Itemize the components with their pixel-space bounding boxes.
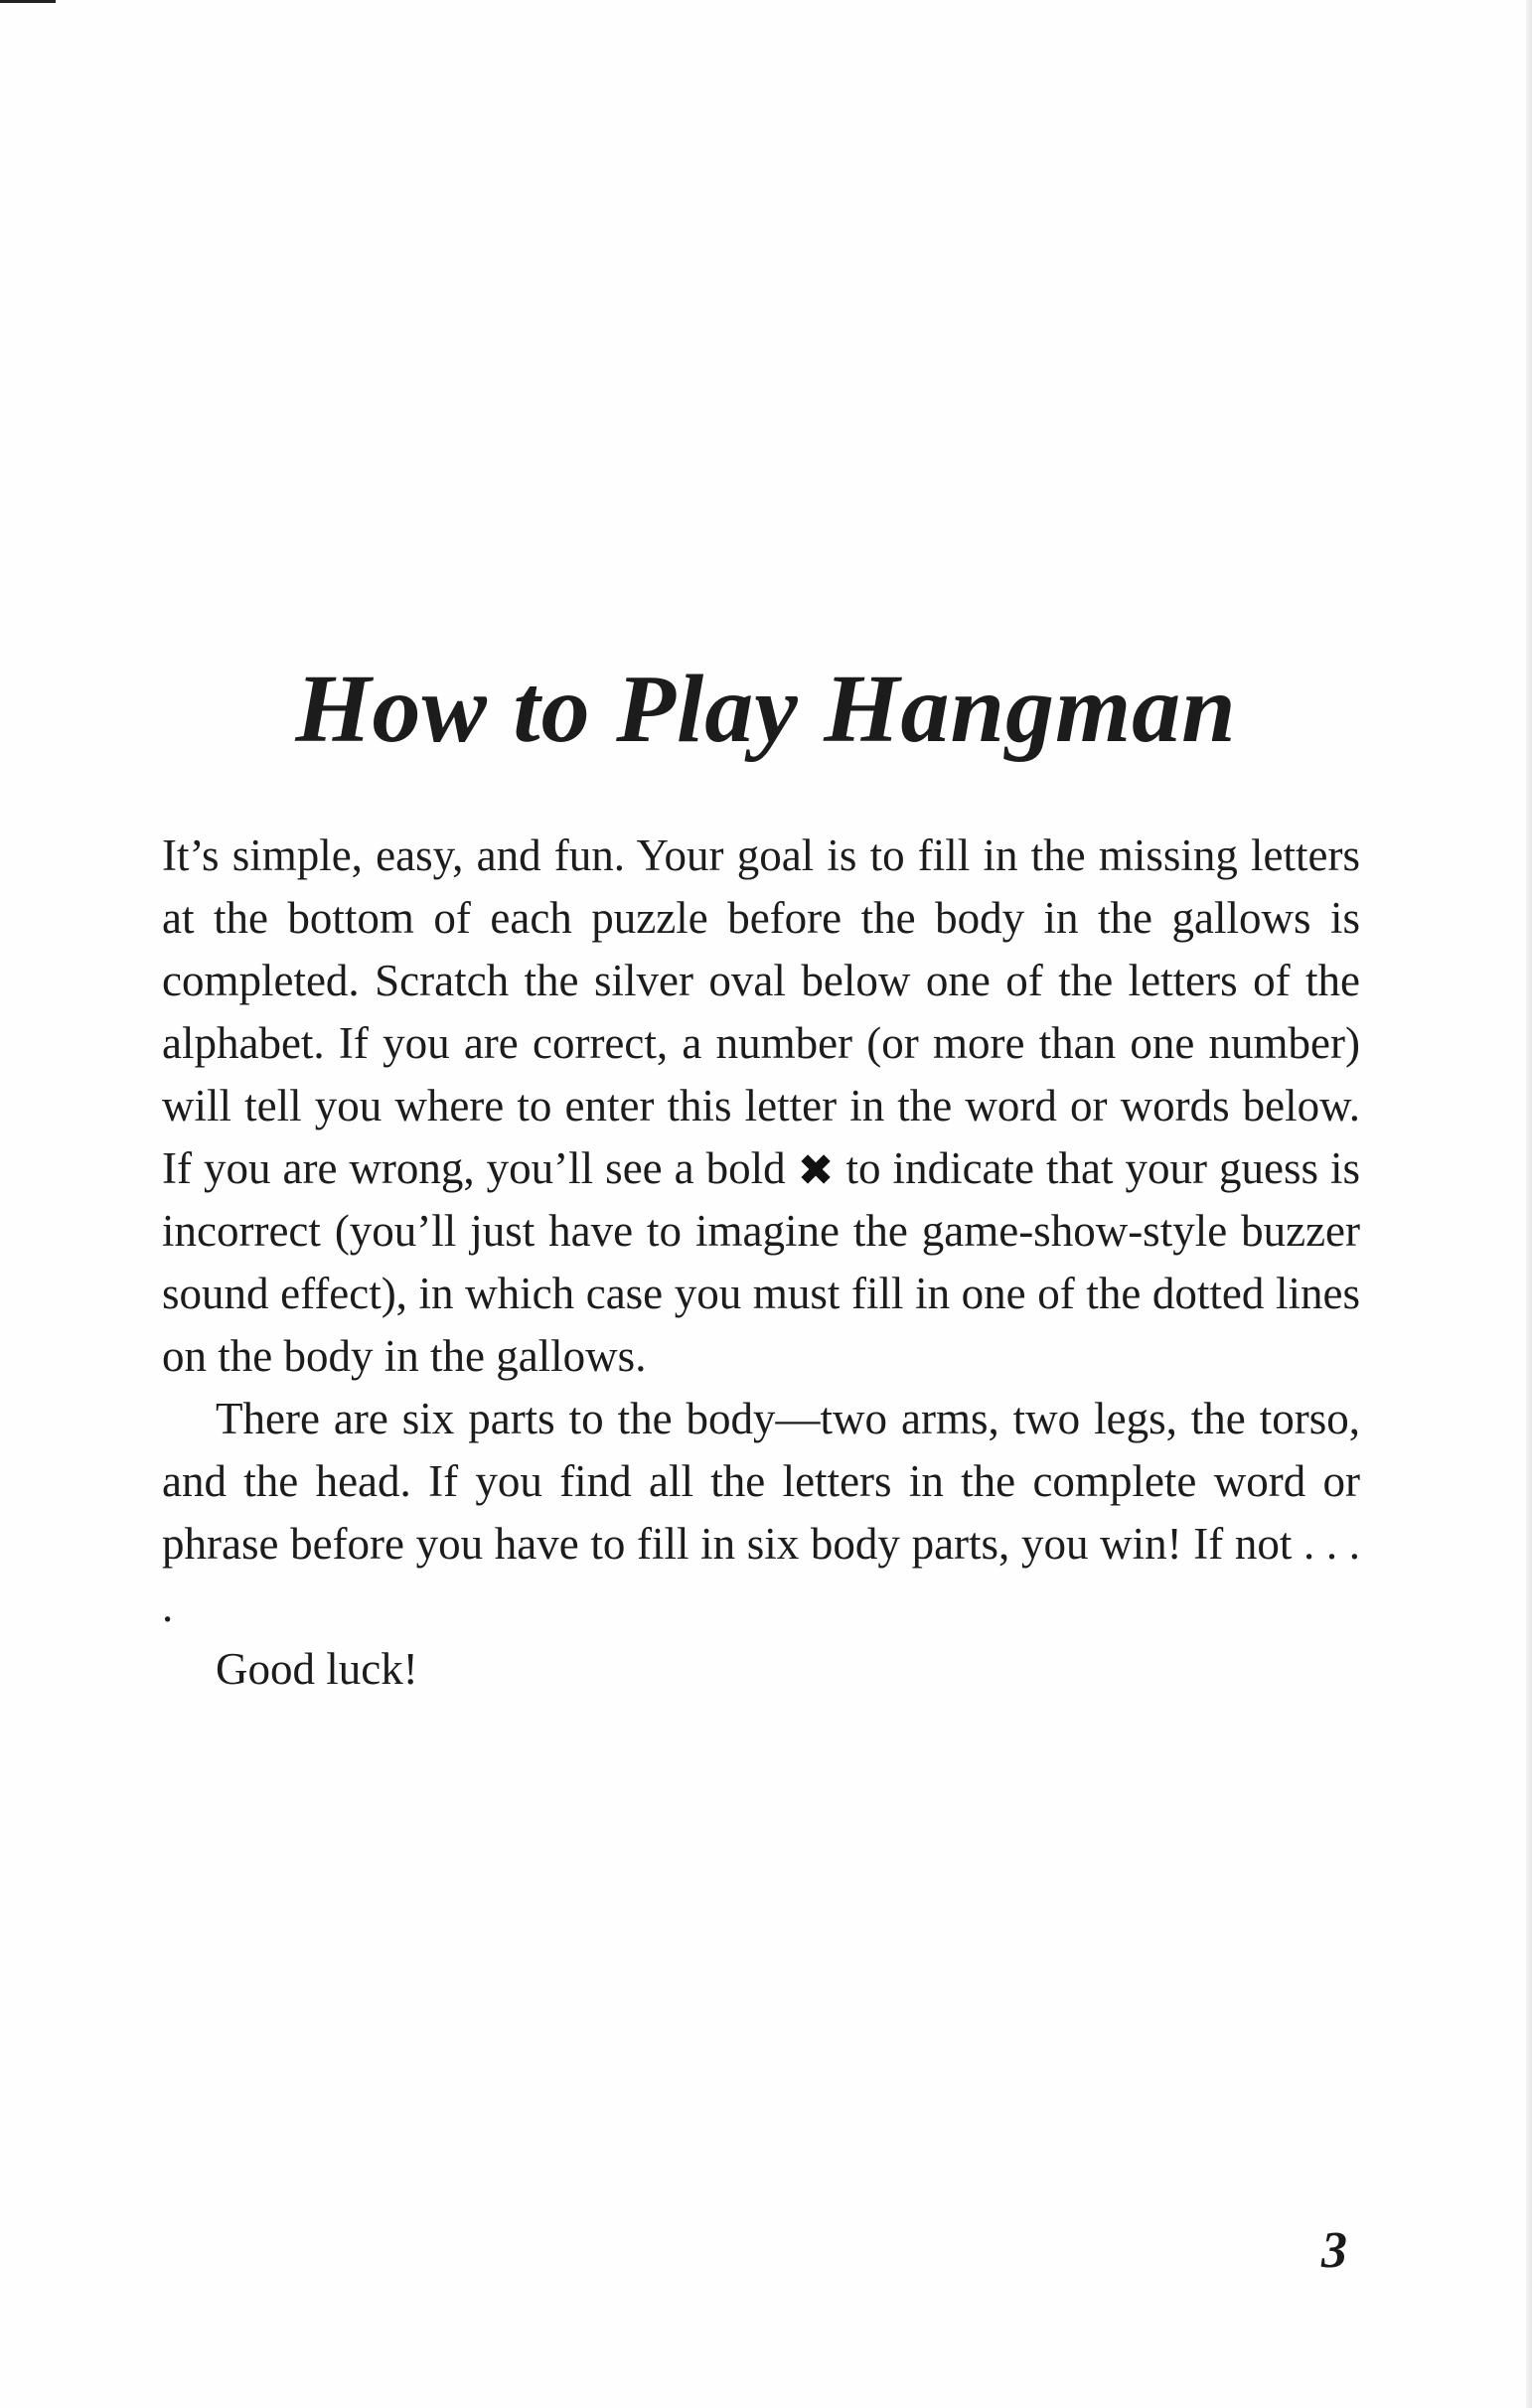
page-edge-shadow [1526, 0, 1532, 2408]
instructions-body [162, 825, 1360, 1701]
paragraph-rules [162, 825, 1360, 1388]
paragraph-body-parts: There are six parts to the body—two arms, two legs, the torso, and the head. If you find all the letters in the complete word or phrase before you have to fill in six body parts, you win! If not . . . . [162, 1394, 1360, 1631]
bold-x-icon: ✖ [797, 1145, 835, 1196]
scan-corner-mark [0, 0, 56, 3]
page-title: How to Play Hangman [295, 655, 1237, 763]
paragraph-good-luck: Good luck! [216, 1644, 418, 1694]
page-number: 3 [1321, 2222, 1347, 2279]
paragraph-rules-text-end: to indicate that your guess is incorrect (you’ll just have to imagine the game-show-style buzzer sound effect), in which case you must fill in one of the dotted lines on the body in the gallows. [162, 1143, 1361, 1381]
paragraph-rules-text-start: It’s simple, easy, and fun. Your goal is to fill in the missing letters at the bottom of each puzzle before the body in the gallows is completed. Scratch the silver oval below one of the letters of the alphabet. If you are correct, a number (or more than one number) will tell you where to enter this letter in the word or words below. If you are wrong, you’ll see a bold [162, 830, 1360, 1193]
